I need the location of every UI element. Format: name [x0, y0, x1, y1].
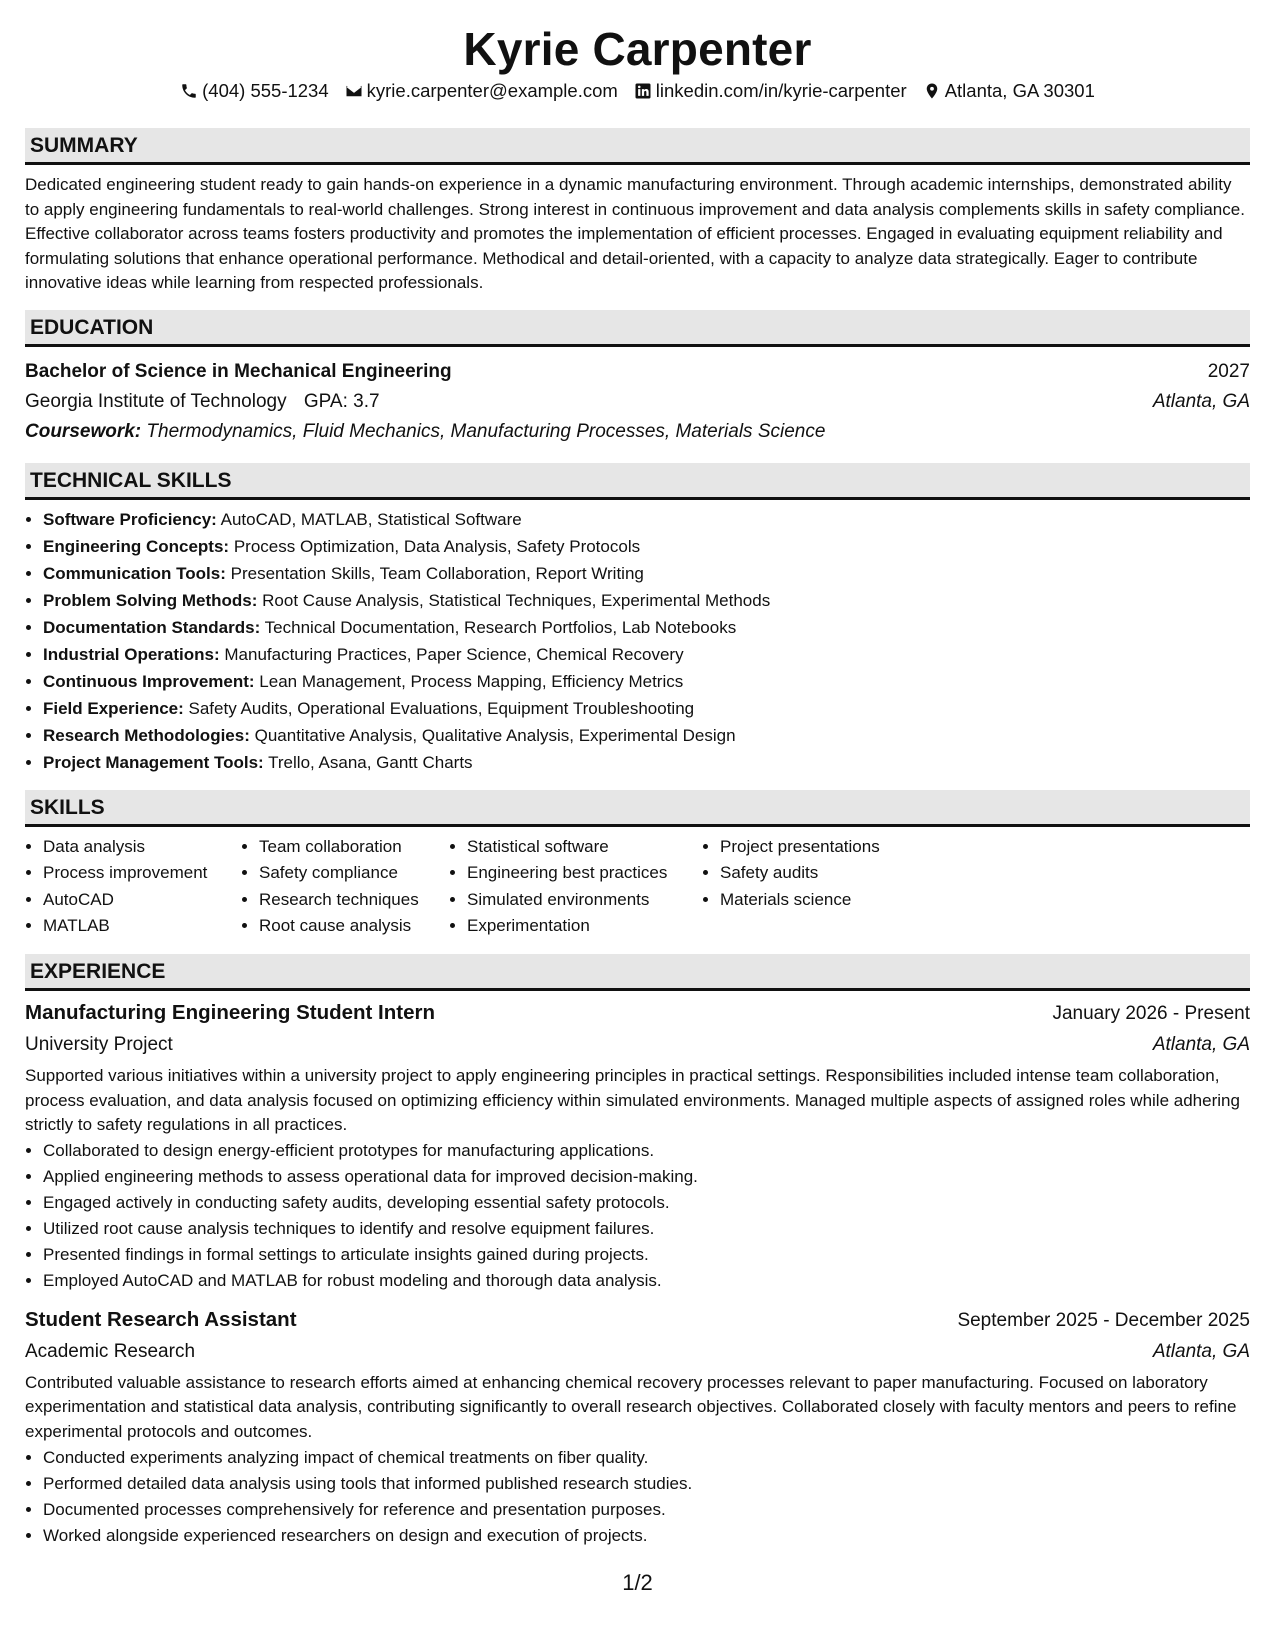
list-item: • Project presentations	[720, 834, 950, 861]
list-item: • Process improvement	[43, 860, 241, 887]
phone-icon	[180, 82, 198, 100]
phone-text: (404) 555-1234	[202, 80, 329, 101]
technical-skills-heading: TECHNICAL SKILLS	[25, 463, 1250, 500]
list-item: • Documented processes comprehensively for reference and presentation purposes.	[43, 1497, 1250, 1523]
linkedin-link[interactable]: linkedin.com/in/kyrie-carpenter	[655, 80, 907, 101]
list-item: • Project Management Tools: Trello, Asana, Gantt Charts	[43, 749, 1250, 776]
list-item: • Performed detailed data analysis using tools that informed published research studies.	[43, 1471, 1250, 1497]
list-item: • Presented findings in formal settings to articulate insights gained during projects.	[43, 1242, 1250, 1268]
degree: Bachelor of Science in Mechanical Engineering	[25, 360, 452, 382]
resume-page	[25, 0, 1250, 1549]
graduation-year: 2027	[1207, 360, 1250, 382]
list-item: • Team collaboration	[259, 834, 449, 861]
list-item: • Simulated environments	[467, 887, 702, 914]
job-dates: September 2025 - December 2025	[957, 1309, 1250, 1331]
list-item: • Safety audits	[720, 860, 950, 887]
list-item: • Data analysis	[43, 834, 241, 861]
job-bullets	[25, 1138, 1250, 1294]
location-text: Atlanta, GA 30301	[944, 80, 1095, 101]
list-item: • Applied engineering methods to assess operational data for improved decision-making.	[43, 1164, 1250, 1190]
list-item: • Utilized root cause analysis techniques to identify and resolve equipment failures.	[43, 1216, 1250, 1242]
skills-column	[449, 834, 702, 940]
list-item: • Software Proficiency: AutoCAD, MATLAB, Statistical Software	[43, 506, 1250, 533]
list-item: • Research Methodologies: Quantitative Analysis, Qualitative Analysis, Experimental Design	[43, 722, 1250, 749]
experience-entry	[25, 1304, 1250, 1549]
skills-column	[702, 834, 950, 940]
list-item: • Materials science	[720, 887, 950, 914]
candidate-name: Kyrie Carpenter	[463, 23, 812, 75]
list-item: • Engineering best practices	[467, 860, 702, 887]
coursework-label: Coursework:	[25, 420, 142, 442]
coursework-list: Thermodynamics, Fluid Mechanics, Manufacturing Processes, Materials Science	[146, 420, 826, 442]
map-pin-icon	[923, 82, 941, 100]
contact-phone	[180, 78, 329, 104]
envelope-icon	[345, 82, 363, 100]
list-item: • Problem Solving Methods: Root Cause Analysis, Statistical Techniques, Experimental Methods	[43, 587, 1250, 614]
job-location: Atlanta, GA	[1152, 1340, 1250, 1362]
job-title: Student Research Assistant	[25, 1307, 297, 1331]
experience-entry	[25, 997, 1250, 1294]
experience-heading: EXPERIENCE	[25, 954, 1250, 991]
list-item: • Documentation Standards: Technical Documentation, Research Portfolios, Lab Notebooks	[43, 614, 1250, 641]
list-item: • Communication Tools: Presentation Skills, Team Collaboration, Report Writing	[43, 560, 1250, 587]
technical-skills-list	[25, 506, 1250, 776]
school-location: Atlanta, GA	[1152, 390, 1250, 412]
list-item: • Collaborated to design energy-efficient prototypes for manufacturing applications.	[43, 1138, 1250, 1164]
list-item: • Industrial Operations: Manufacturing Practices, Paper Science, Chemical Recovery	[43, 641, 1250, 668]
job-bullets	[25, 1445, 1250, 1549]
list-item: • Statistical software	[467, 834, 702, 861]
list-item: • AutoCAD	[43, 887, 241, 914]
contact-email[interactable]	[345, 78, 618, 104]
list-item: • Research techniques	[259, 887, 449, 914]
gpa: GPA: 3.7	[303, 390, 380, 412]
list-item: • Engaged actively in conducting safety audits, developing essential safety protocols.	[43, 1190, 1250, 1216]
summary-text: Dedicated engineering student ready to gain hands-on experience in a dynamic manufacturing environment. Through academic internships, demonstrated ability to apply engineering fundamentals to real-world challenges. Strong interest in continuous improvement and data analysis complements skills in safety compliance. Effective collaborator across teams fosters productivity and promotes the implementation of efficient processes. Engaged in evaluating equipment reliability and formulating solutions that enhance operational performance. Methodical and detail-oriented, with a capacity to analyze data strategically. Eager to contribute innovative ideas while learning from respected professionals.	[25, 175, 1245, 293]
job-dates: January 2026 - Present	[1052, 1002, 1250, 1024]
list-item: • Root cause analysis	[259, 913, 449, 940]
list-item: • Conducted experiments analyzing impact of chemical treatments on fiber quality.	[43, 1445, 1250, 1471]
summary-heading: SUMMARY	[25, 128, 1250, 165]
list-item: • Employed AutoCAD and MATLAB for robust modeling and thorough data analysis.	[43, 1268, 1250, 1294]
education-entry	[25, 357, 1250, 447]
skills-column	[25, 834, 241, 940]
coursework	[25, 417, 1250, 447]
skills-grid	[25, 834, 1250, 940]
list-item: • Field Experience: Safety Audits, Operational Evaluations, Equipment Troubleshooting	[43, 695, 1250, 722]
skills-column	[241, 834, 449, 940]
job-organization: University Project	[25, 1033, 173, 1055]
job-organization: Academic Research	[25, 1340, 196, 1362]
job-description: Supported various initiatives within a university project to apply engineering principles in practical settings. Responsibilities included intense team collaboration, process evaluation, and data analysis focused on optimizing efficiency within simulated environments. Managed multiple aspects of assigned roles while adhering strictly to safety regulations in all practices.	[25, 1065, 1240, 1135]
school-name: Georgia Institute of Technology	[25, 390, 287, 412]
job-title: Manufacturing Engineering Student Intern	[25, 1000, 435, 1024]
list-item: • Continuous Improvement: Lean Management, Process Mapping, Efficiency Metrics	[43, 668, 1250, 695]
list-item: • Experimentation	[467, 913, 702, 940]
list-item: • Worked alongside experienced researchers on design and execution of projects.	[43, 1523, 1250, 1549]
job-location: Atlanta, GA	[1152, 1033, 1250, 1055]
list-item: • MATLAB	[43, 913, 241, 940]
job-description: Contributed valuable assistance to research efforts aimed at enhancing chemical recovery processes relevant to paper manufacturing. Focused on laboratory experimentation and statistical data analysis, contributing significantly to overall research objectives. Collaborated closely with faculty mentors and peers to refine experimental protocols and outcomes.	[25, 1372, 1237, 1441]
email-link[interactable]: kyrie.carpenter@example.com	[366, 80, 618, 101]
list-item: • Engineering Concepts: Process Optimization, Data Analysis, Safety Protocols	[43, 533, 1250, 560]
contact-location	[923, 78, 1095, 104]
education-heading: EDUCATION	[25, 310, 1250, 347]
list-item: • Safety compliance	[259, 860, 449, 887]
contact-linkedin[interactable]	[634, 78, 907, 104]
linkedin-icon	[634, 82, 652, 100]
page-number: 1/2	[622, 1570, 653, 1595]
skills-heading: SKILLS	[25, 790, 1250, 827]
contact-bar	[25, 78, 1250, 104]
